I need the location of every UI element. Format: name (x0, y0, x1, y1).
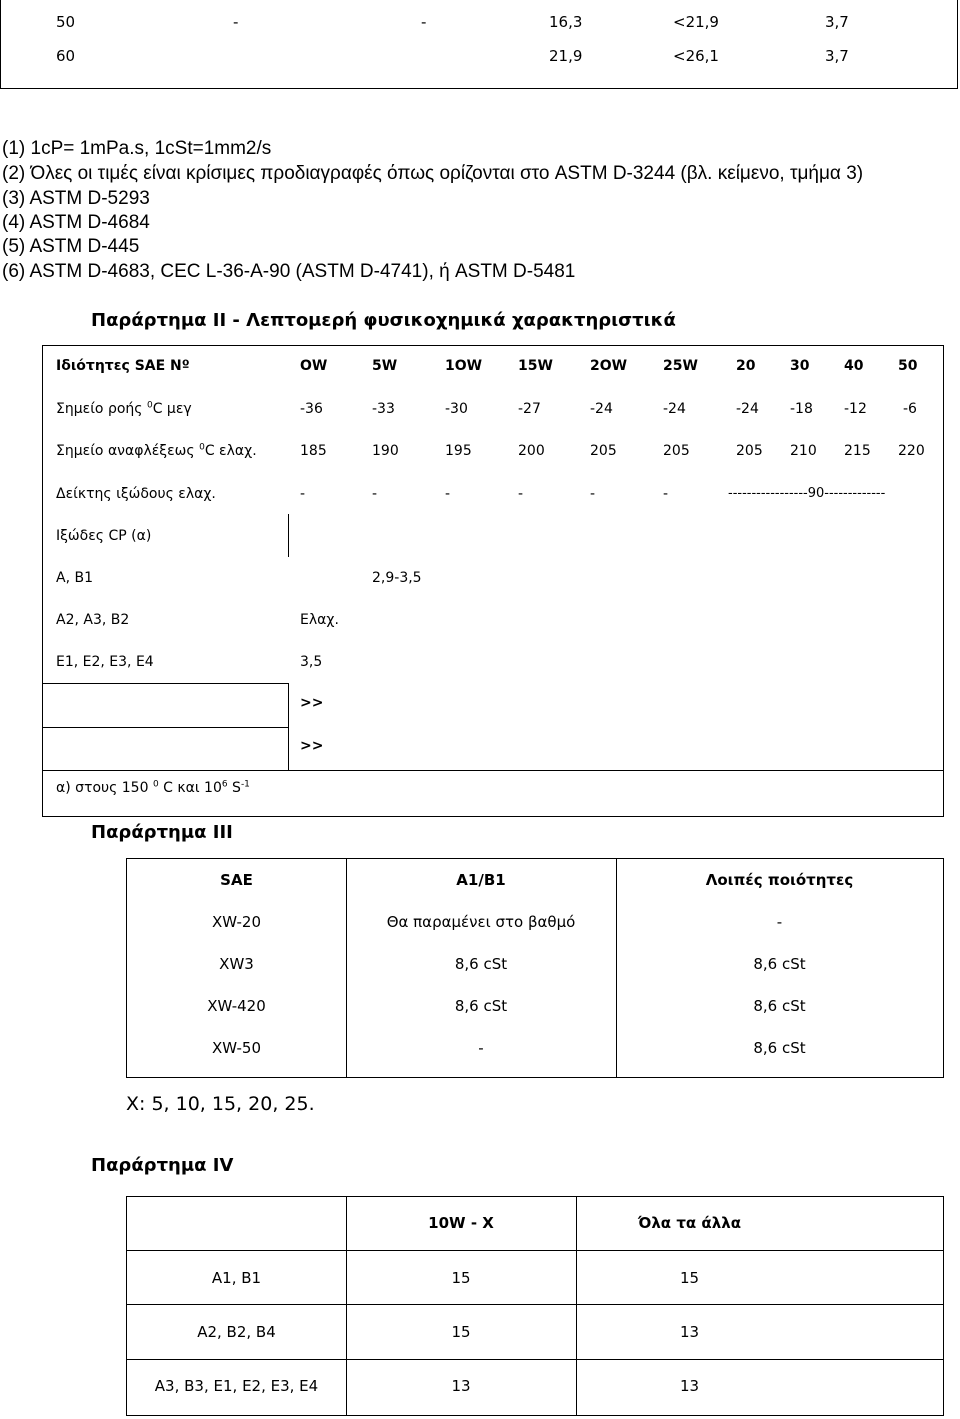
table-cell: - (518, 486, 524, 502)
table-cell: 15 (451, 1323, 471, 1341)
table-divider (127, 1250, 943, 1251)
note-line: (4) ASTM D-4684 (2, 212, 150, 233)
table-cell: 200 (518, 443, 545, 459)
table-cell: 21,9 (549, 47, 583, 65)
table-cell: - (300, 486, 306, 502)
label-sup: 0 (146, 400, 153, 411)
table-cell: 13 (451, 1377, 471, 1395)
appendix-2-table (42, 345, 944, 817)
table-cell: 215 (844, 443, 871, 459)
header-cell: A1/B1 (456, 871, 506, 889)
table-cell: 8,6 cSt (753, 997, 806, 1015)
header-col: OW (300, 358, 328, 374)
table-cell: 8,6 cSt (753, 955, 806, 973)
table-cell: 8,6 cSt (753, 1039, 806, 1057)
footnote-sup: 6 (221, 779, 228, 790)
label-text: Σημείο ροής (56, 401, 147, 417)
table-cell: -24 (736, 401, 759, 417)
label-text: C ελαχ. (204, 443, 257, 459)
table-divider (288, 514, 289, 557)
table-cell: 205 (590, 443, 617, 459)
table-divider (127, 1304, 943, 1305)
table-divider (42, 727, 289, 728)
e-value: 3,5 (300, 654, 323, 670)
flash-point-label (56, 443, 257, 459)
label-text: C μεγ (152, 401, 192, 417)
footnote-sup: -1 (240, 779, 250, 790)
top-table (0, 0, 958, 89)
table-cell: -24 (590, 401, 613, 417)
table-cell: - (445, 486, 451, 502)
table-cell: 210 (790, 443, 817, 459)
header-col: 5W (372, 358, 398, 374)
table-cell: A3, B3, E1, E2, E3, E4 (154, 1377, 319, 1395)
note-line: (6) ASTM D-4683, CEC L-36-A-90 (ASTM D-4741), ή ASTM D-5481 (2, 261, 576, 282)
appendix-4-table (126, 1196, 944, 1416)
table-cell: 15 (451, 1269, 471, 1287)
table-cell: -18 (790, 401, 813, 417)
a2-label: A2, A3, B2 (56, 612, 130, 628)
header-col: 25W (663, 358, 698, 374)
table-cell: XW3 (219, 955, 254, 973)
table-cell: -33 (372, 401, 395, 417)
table-divider (127, 1359, 943, 1360)
header-col: 40 (844, 358, 864, 374)
table-cell: XW-20 (212, 913, 261, 931)
table-cell: A1, B1 (211, 1269, 262, 1287)
table-cell: 50 (56, 13, 76, 31)
table-row (1, 6, 959, 38)
e-label: E1, E2, E3, E4 (56, 654, 154, 670)
ab1-value: 2,9-3,5 (372, 570, 422, 586)
note-line: (2) Όλες οι τιμές είναι κρίσιμες προδιαγραφές όπως ορίζονται στο ASTM D-3244 (βλ. κείμενο, τμήμα 3) (2, 163, 864, 184)
table-cell: 220 (898, 443, 925, 459)
table-cell: - (478, 1039, 484, 1057)
ditto-mark: >> (300, 738, 324, 754)
table-cell: -30 (445, 401, 468, 417)
viscosity-index-label: Δείκτης ιξώδους ελαχ. (56, 486, 216, 502)
header-cell: Όλα τα άλλα (637, 1214, 742, 1232)
header-col: 30 (790, 358, 810, 374)
footnote-text: C και 10 (158, 780, 222, 796)
table-cell: -24 (663, 401, 686, 417)
table-cell: -12 (844, 401, 867, 417)
footnote-text: S (227, 780, 241, 796)
note-line: (3) ASTM D-5293 (2, 188, 150, 209)
viscosity-index-dashed: -----------------90------------- (728, 486, 886, 501)
table-cell: 185 (300, 443, 327, 459)
table-cell: -6 (903, 401, 917, 417)
label-sup: 0 (199, 442, 205, 453)
table-cell: <21,9 (673, 13, 719, 31)
table-divider (288, 770, 944, 771)
table-cell: - (421, 13, 427, 31)
a2-value: Ελαχ. (300, 612, 339, 628)
table-cell: Θα παραμένει στο βαθμό (386, 913, 576, 931)
appendix-2-title: Παράρτημα ΙΙ - Λεπτομερή φυσικοχημικά χαρακτηριστικά (91, 310, 676, 331)
label-text: Σημείο αναφλέξεως (56, 443, 200, 459)
note-line: (5) ASTM D-445 (2, 236, 140, 257)
note-line: (1) 1cP= 1mPa.s, 1cSt=1mm2/s (2, 138, 272, 159)
table-cell: 3,7 (825, 47, 849, 65)
table-cell: <26,1 (673, 47, 719, 65)
table-row (1, 40, 959, 72)
ditto-mark: >> (300, 695, 324, 711)
table-cell: - (372, 486, 378, 502)
table-cell: 205 (736, 443, 763, 459)
table-cell: 8,6 cSt (454, 955, 508, 973)
header-col: 50 (898, 358, 918, 374)
viscosity-cp-label: Ιξώδες CP (α) (56, 528, 152, 544)
table-cell: 195 (445, 443, 472, 459)
header-label: Ιδιότητες SAE Nº (56, 358, 190, 374)
appendix-3-title: Παράρτημα ΙΙΙ (91, 822, 233, 843)
table-cell: -36 (300, 401, 323, 417)
table-border (42, 816, 944, 817)
table-cell: 16,3 (549, 13, 583, 31)
table-cell: 15 (679, 1269, 700, 1287)
table-cell: -27 (518, 401, 541, 417)
table-cell: 3,7 (825, 13, 849, 31)
header-cell: SAE (220, 871, 253, 889)
table-cell: 60 (56, 47, 76, 65)
table-cell: XW-420 (207, 997, 266, 1015)
table-cell: 205 (663, 443, 690, 459)
table-cell: - (663, 486, 669, 502)
table-cell: A2, B2, B4 (197, 1323, 276, 1341)
header-col: 15W (518, 358, 553, 374)
pour-point-label (56, 401, 192, 417)
appendix-3-note: X: 5, 10, 15, 20, 25. (126, 1093, 315, 1115)
table-cell: 190 (372, 443, 399, 459)
table-cell: 13 (679, 1377, 700, 1395)
header-cell: 10W - X (428, 1214, 494, 1232)
table-divider (42, 683, 288, 684)
appendix-2-footnote (56, 780, 250, 796)
table-cell: 13 (679, 1323, 700, 1341)
header-col: 1OW (445, 358, 483, 374)
appendix-4-title: Παράρτημα ΙV (91, 1155, 234, 1176)
table-divider (42, 770, 289, 771)
table-cell: - (776, 913, 783, 931)
footnote-sup: 0 (152, 779, 159, 790)
appendix-3-table (126, 858, 944, 1078)
header-col: 2OW (590, 358, 628, 374)
ab1-label: A, B1 (56, 570, 93, 586)
header-cell: Λοιπές ποιότητες (705, 871, 854, 889)
header-col: 20 (736, 358, 756, 374)
table-border (943, 345, 944, 817)
table-border (42, 345, 43, 817)
table-cell: 8,6 cSt (454, 997, 508, 1015)
table-cell: - (590, 486, 596, 502)
table-border (42, 345, 944, 346)
table-cell: XW-50 (212, 1039, 261, 1057)
table-cell: - (233, 13, 239, 31)
footnote-text: α) στους 150 (56, 780, 153, 796)
